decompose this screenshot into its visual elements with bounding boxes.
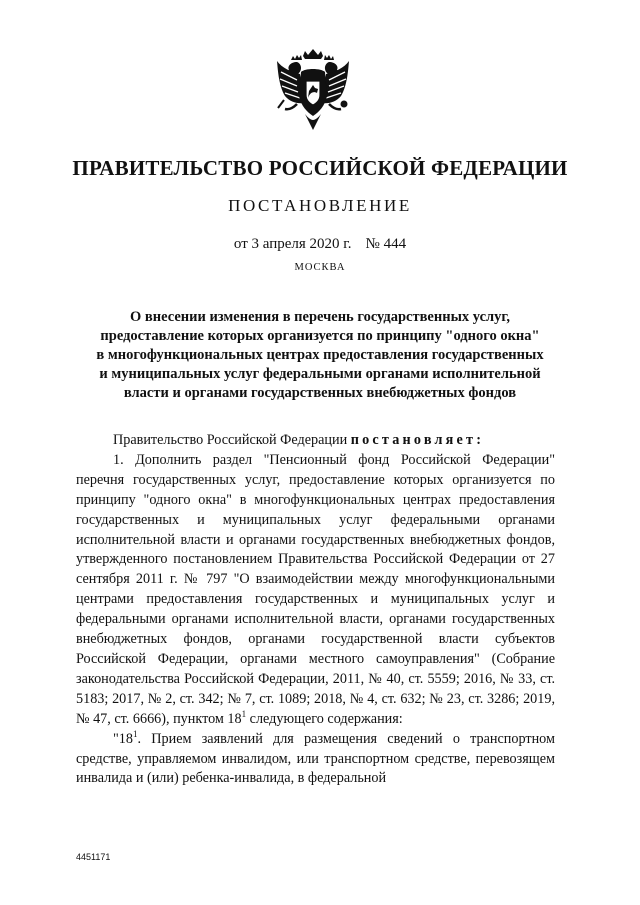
resolves-word: постановляет: [350,432,485,448]
decree-number: № 444 [365,236,407,252]
superscript: 1 [241,708,247,719]
quoted-item-open: "18 [113,730,133,747]
quoted-item-text: . Прием заявлений для размещения сведений о транспортном средстве, управляемом инвалидом, или транспортном средстве, перевозящем инвалида и (или) ребенка-инвалида, в федеральной [76,730,555,787]
intro-paragraph [76,431,555,451]
item-1-tail: следующего содержания: [246,710,403,727]
city-name: МОСКВА [294,262,346,273]
title-line: О внесении изменения в перечень государственных услуг, [130,309,510,325]
document-code: 4451171 [76,852,111,862]
coat-of-arms-icon [275,48,351,134]
title-line: в многофункциональных центрах предоставления государственных [96,347,544,363]
decree-title [90,308,550,403]
date-number-line [0,236,640,253]
title-line: и муниципальных услуг федеральными органами исполнительной [99,366,541,382]
document-type: ПОСТАНОВЛЕНИЕ [228,196,412,215]
decree-body [76,431,555,789]
quoted-item-paragraph [76,730,555,790]
item-1-text: 1. Дополнить раздел "Пенсионный фонд Российской Федерации" перечня государственных услуг, предоставление которых организуется по принципу "одного окна" в многофункциональных центрах предоставления государственных и муниципальных услуг федеральными органами исполнительной власти и органами государственных внебюджетных фондов, утвержденного постановлением Правительства Российской Федерации от 27 сентября 2011 г. № 797 "О взаимодействии между многофункциональными центрами предоставления государственных и муниципальных услуг и федеральными органами исполнительной власти, органами государственных внебюджетных фондов, органами государственной власти субъектов Российской Федерации, органами местного самоуправления" (Собрание законодательства Российской Федерации, 2011, № 40, ст. 5559; 2016, № 33, ст. 5183; 2017, № 2, ст. 342; № 7, ст. 1089; 2018, № 4, ст. 632; № 23, ст. 3286; 2019, № 47, ст. 6666), пунктом 18 [76,451,555,727]
intro-text: Правительство Российской Федерации [113,432,348,448]
title-line: предоставление которых организуется по принципу "одного окна" [100,328,540,344]
item-1-paragraph [76,451,555,730]
title-line: власти и органами государственных внебюджетных фондов [123,385,517,401]
superscript: 1 [132,728,138,739]
decree-date: от 3 апреля 2020 г. [233,236,352,252]
government-name: ПРАВИТЕЛЬСТВО РОССИЙСКОЙ ФЕДЕРАЦИИ [72,156,568,180]
